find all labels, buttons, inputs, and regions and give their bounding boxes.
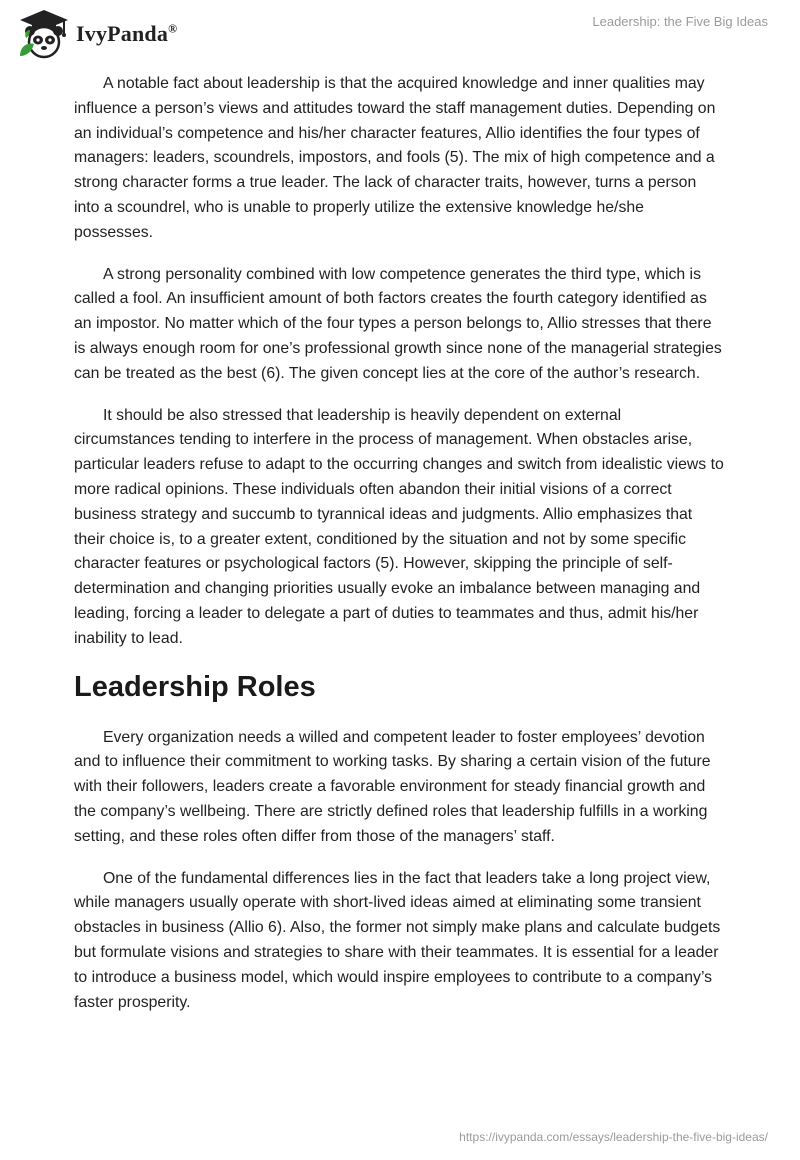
panda-graduate-icon: [16, 8, 72, 60]
section-heading: Leadership Roles: [74, 670, 316, 703]
paragraph: A notable fact about leadership is that the acquired knowledge and inner qualities may influence a person’s views and attitudes toward the staff management duties. Depending on an individual’s competence and his/her character features, Allio identifies the four types of managers: leaders, scoundrels, impostors, and fools (5). The mix of high competence and a strong character forms a true leader. The lack of character traits, however, turns a person into a scoundrel, who is unable to properly utilize the extensive knowledge he/she possesses.: [74, 75, 716, 241]
source-url[interactable]: https://ivypanda.com/essays/leadership-the-five-big-ideas/: [459, 1130, 768, 1144]
brand-name: IvyPanda®: [76, 21, 178, 46]
page-header: [0, 0, 800, 70]
document-title: Leadership: the Five Big Ideas: [592, 14, 768, 29]
essay-content: [74, 72, 724, 1032]
paragraph: One of the fundamental differences lies in the fact that leaders take a long project view, while managers usually operate with short-lived ideas aimed at eliminating some transient obstacles in business (Allio 6). Also, the former not simply make plans and calculate budgets but formulate visions and strategies to share with their teammates. It is essential for a leader to introduce a business model, which would inspire employees to contribute to a company’s faster prosperity.: [74, 869, 721, 1011]
paragraph: A strong personality combined with low competence generates the third type, which is called a fool. An insufficient amount of both factors creates the fourth category identified as an impostor. No matter which of the four types a person belongs to, Allio stresses that there is always enough room for one’s professional growth since none of the managerial strategies can be treated as the best (6). The given concept lies at the core of the author’s research.: [74, 265, 722, 382]
ivypanda-logo[interactable]: [16, 8, 177, 60]
paragraph: It should be also stressed that leadership is heavily dependent on external circumstances tending to interfere in the process of management. When obstacles arise, particular leaders refuse to adapt to the occurring changes and switch from idealistic views to more radical opinions. These individuals often abandon their initial visions of a correct business strategy and succumb to tyrannical ideas and judgments. Allio emphasizes that their choice is, to a greater extent, conditioned by the situation and not by some specific character features or psychological factors (5). However, skipping the principle of self-determination and changing priorities usually evoke an imbalance between managing and leading, forcing a leader to delegate a part of duties to teammates and thus, admit his/her inability to lead.: [74, 406, 724, 647]
paragraph: Every organization needs a willed and competent leader to foster employees’ devotion and to influence their commitment to working tasks. By sharing a certain vision of the future with their followers, leaders create a favorable environment for steady financial growth and the company’s wellbeing. There are strictly defined roles that leadership fulfills in a working setting, and these roles often differ from those of the managers’ staff.: [74, 728, 711, 845]
